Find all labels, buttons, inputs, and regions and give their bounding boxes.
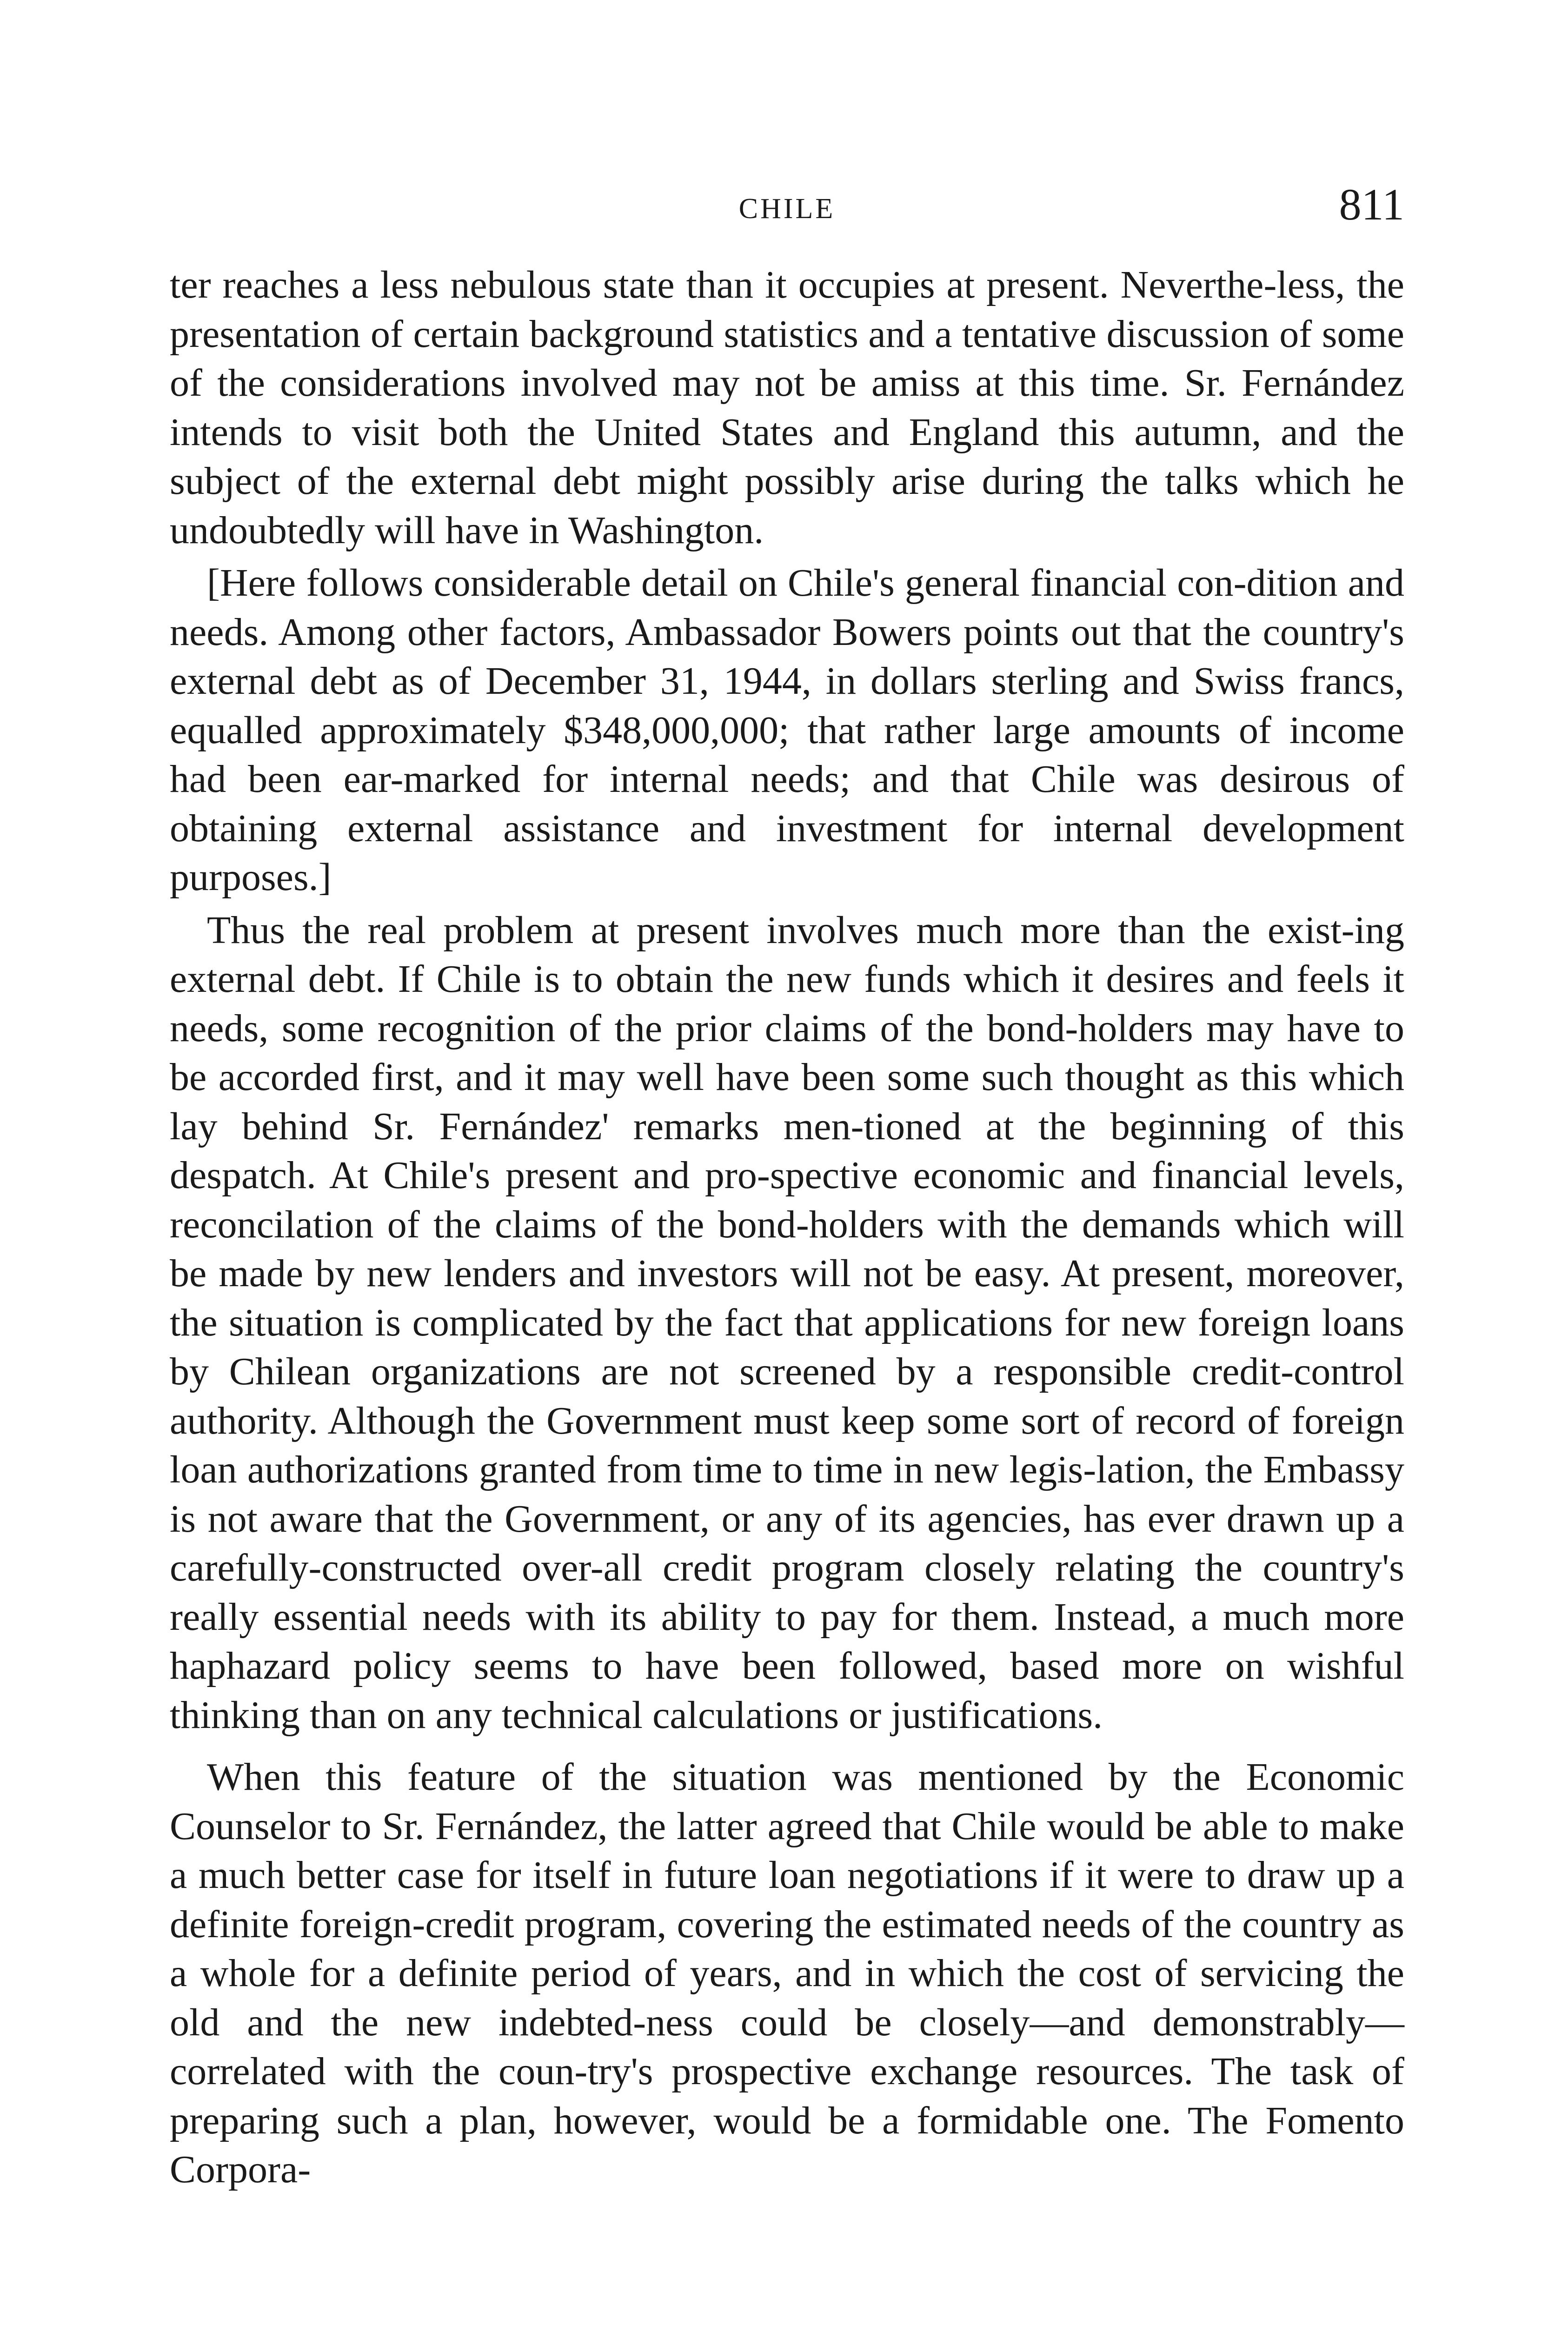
running-title: CHILE [738,193,836,225]
paragraph-real-problem: Thus the real problem at present involves much more than the exist-ing external debt. If Chile is to obtain the new funds which it desires and feels it needs, some recognition of the prior claims of the bond-holders may have to be accorded first, and it may well have been some such thought as this which lay behind Sr. Fernández' remarks men-tioned at the beginning of this despatch. At Chile's present and pro-spective economic and financial levels, reconcilation of the claims of the bond-holders with the demands which will be made by new lenders and investors will not be easy. At present, moreover, the situation is complicated by the fact that applications for new foreign loans by Chilean organizations are not screened by a responsible credit-control authority. Although the Government must keep some sort of record of foreign loan authorizations granted from time to time in new legis-lation, the Embassy is not aware that the Government, or any of its agencies, has ever drawn up a carefully-constructed over-all credit program closely relating the country's really essential needs with its ability to pay for them. Instead, a much more haphazard policy seems to have been followed, based more on wishful thinking than on any technical calculations or justifications. [170,908,1404,1737]
paragraph-economic-counselor: When this feature of the situation was mentioned by the Economic Counselor to Sr. Fernández, the latter agreed that Chile would be able to make a much better case for itself in future loan negotiations if it were to draw up a definite foreign-credit program, covering the estimated needs of the country as a whole for a definite period of years, and in which the cost of servicing the old and the new indebted-ness could be closely—and demonstrably—correlated with the coun-try's prospective exchange resources. The task of preparing such a plan, however, would be a formidable one. The Fomento Corpora- [170,1755,1404,2191]
paragraph-editorial-note: [Here follows considerable detail on Chile's general financial con-dition and needs. Among other factors, Ambassador Bowers points out that the country's external debt as of December 31, 1944, in dollars sterling and Swiss francs, equalled approximately $348,000,000; that rather large amounts of income had been ear-marked for internal needs; and that Chile was desirous of obtaining external assistance and investment for internal development purposes.] [170,561,1404,899]
body-text [170,260,1404,2198]
running-header [170,179,1404,233]
page-number: 811 [1339,179,1404,229]
paragraph-continuation: ter reaches a less nebulous state than it occupies at present. Neverthe-less, the presentation of certain background statistics and a tentative discussion of some of the considerations involved may not be amiss at this time. Sr. Fernández intends to visit both the United States and England this autumn, and the subject of the external debt might possibly arise during the talks which he undoubtedly will have in Washington. [170,263,1404,552]
